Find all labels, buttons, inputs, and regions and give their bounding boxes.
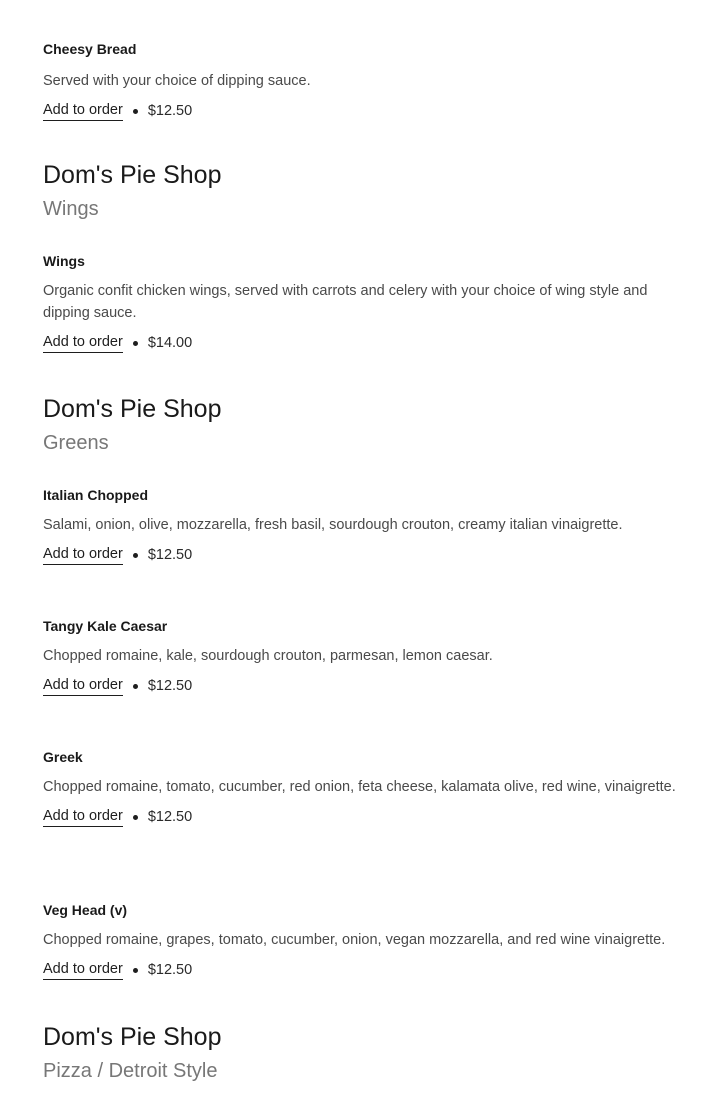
item-actions [43,675,693,697]
item-price: $12.50 [147,103,193,119]
separator-dot [133,109,138,114]
item-price: $14.00 [147,335,193,351]
item-description: Chopped romaine, kale, sourdough crouton, parmesan, lemon caesar. [43,648,493,664]
section-header [43,1022,693,1084]
item-actions [43,544,693,566]
item-description: Chopped romaine, tomato, cucumber, red onion, feta cheese, kalamata olive, red wine, vinaigrette. [43,779,676,795]
menu-item [43,901,693,981]
item-name: Veg Head (v) [43,902,128,918]
item-name: Tangy Kale Caesar [43,618,168,634]
separator-dot [133,553,138,558]
section-header [43,394,693,456]
item-price: $12.50 [147,678,193,694]
item-name: Italian Chopped [43,487,148,503]
separator-dot [133,968,138,973]
add-to-order-link[interactable]: Add to order [43,807,123,827]
category-title: Wings [43,198,99,220]
add-to-order-link[interactable]: Add to order [43,333,123,353]
category-title: Pizza / Detroit Style [43,1060,218,1082]
add-to-order-link[interactable]: Add to order [43,545,123,565]
item-name: Wings [43,253,85,269]
add-to-order-link[interactable]: Add to order [43,960,123,980]
item-actions [43,806,693,828]
item-actions [43,332,693,354]
separator-dot [133,815,138,820]
menu-item [43,748,693,828]
item-description: Salami, onion, olive, mozzarella, fresh basil, sourdough crouton, creamy italian vinaigrette. [43,517,623,533]
shop-name: Dom's Pie Shop [43,1023,222,1051]
add-to-order-link[interactable]: Add to order [43,676,123,696]
item-actions [43,100,693,122]
separator-dot [133,684,138,689]
item-description: Organic confit chicken wings, served with carrots and celery with your choice of wing style and dipping sauce. [43,283,648,321]
menu-item [43,617,693,697]
item-description: Served with your choice of dipping sauce. [43,73,311,89]
item-name: Cheesy Bread [43,41,137,57]
item-price: $12.50 [147,809,193,825]
item-price: $12.50 [147,962,193,978]
item-actions [43,959,693,981]
menu-item [43,40,693,122]
menu-item [43,486,693,566]
shop-name: Dom's Pie Shop [43,161,222,189]
section-header [43,160,693,222]
item-name: Greek [43,749,83,765]
category-title: Greens [43,432,109,454]
menu-item [43,252,693,354]
shop-name: Dom's Pie Shop [43,395,222,423]
add-to-order-link[interactable]: Add to order [43,101,123,121]
item-price: $12.50 [147,547,193,563]
separator-dot [133,341,138,346]
item-description: Chopped romaine, grapes, tomato, cucumber, onion, vegan mozzarella, and red wine vinaigrette. [43,932,666,948]
